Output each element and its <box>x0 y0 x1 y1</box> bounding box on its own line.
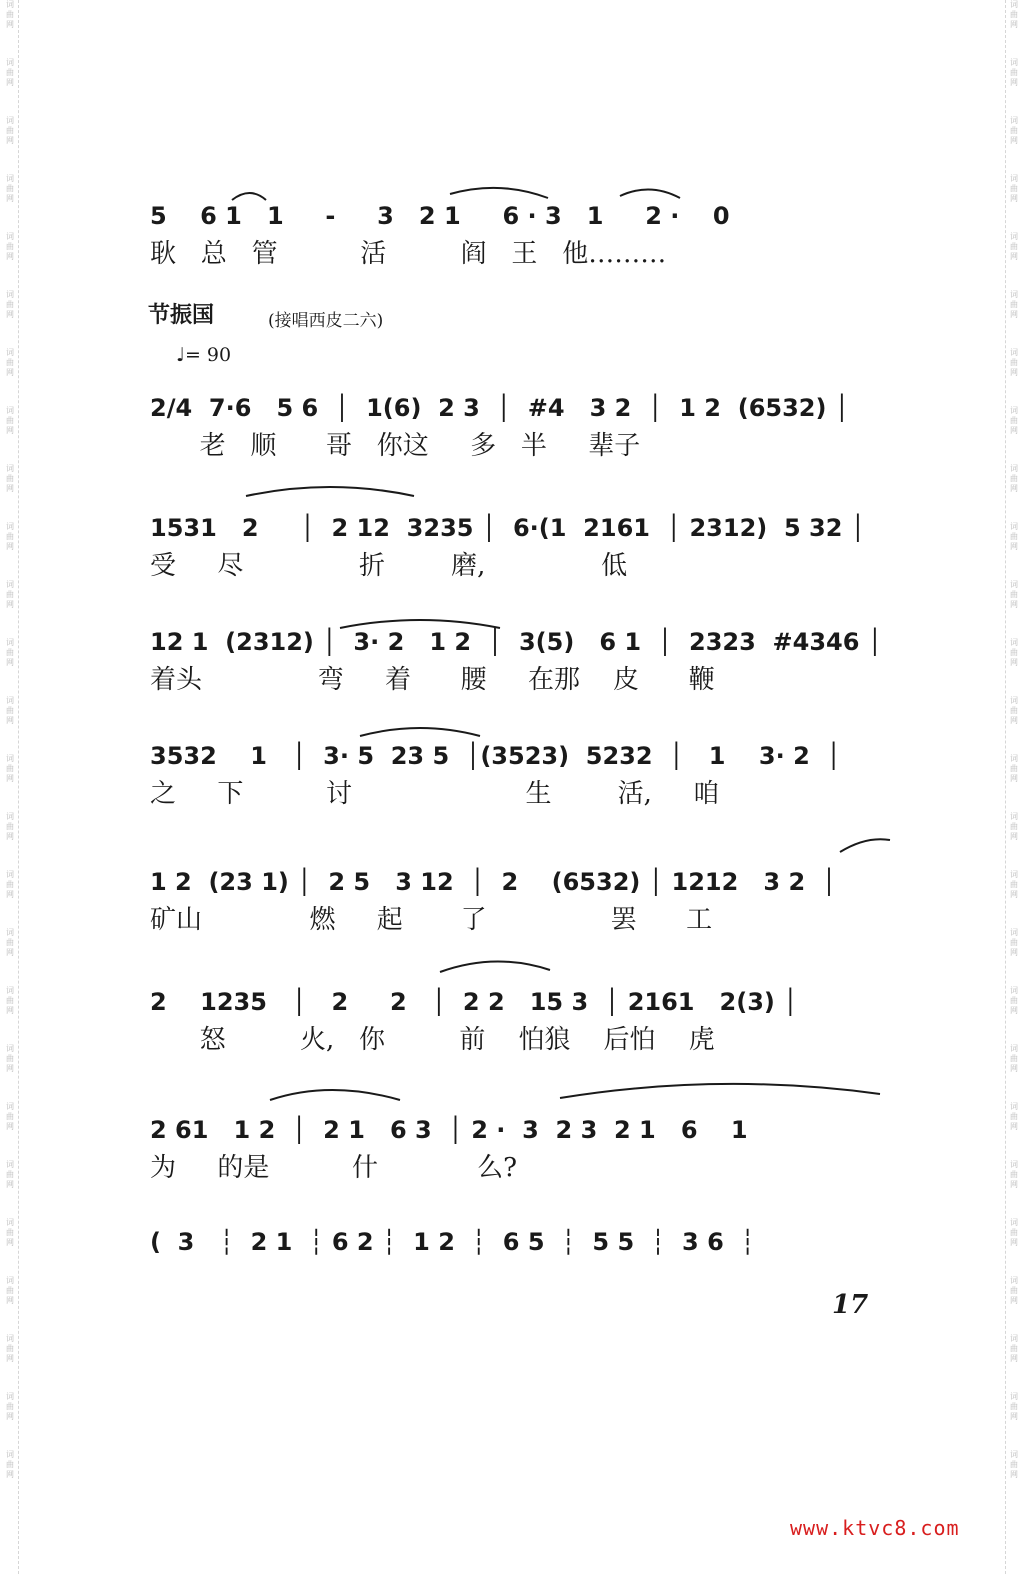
section-note: (接唱西皮二六) <box>268 311 384 331</box>
side-watermark-mark: 词曲网 <box>6 1276 14 1305</box>
slur-mark <box>246 487 414 496</box>
slur-mark <box>620 189 680 198</box>
site-watermark: www.ktvc8.com <box>790 1516 960 1540</box>
notation-line: ( 3 ┆ 2 1 ┆ 6 2 ┆ 1 2 ┆ 6 5 ┆ 5 5 ┆ 3 6 ┆ <box>150 1228 755 1256</box>
side-watermark-mark: 词曲网 <box>6 1102 14 1131</box>
side-watermark-mark: 词曲网 <box>6 464 14 493</box>
lyrics-line: 为 的是 什 么? <box>150 1153 518 1183</box>
side-watermark-mark: 词曲网 <box>1010 1392 1018 1421</box>
side-watermark-mark: 词曲网 <box>6 1218 14 1247</box>
side-watermark-mark: 词曲网 <box>1010 290 1018 319</box>
side-watermark-mark: 词曲网 <box>1010 464 1018 493</box>
side-watermark-mark: 词曲网 <box>6 290 14 319</box>
side-watermark-mark: 词曲网 <box>6 754 14 783</box>
section-title: 节振国 <box>148 302 215 328</box>
score-line-1 <box>150 198 890 274</box>
lyrics-line: 怒 火, 你 前 怕狼 后怕 虎 <box>150 1025 715 1055</box>
side-watermark-mark: 词曲网 <box>1010 928 1018 957</box>
side-watermark-mark: 词曲网 <box>1010 58 1018 87</box>
side-watermark-mark: 词曲网 <box>1010 348 1018 377</box>
notation-line: 12 1 (2312) │ 3· 2 1 2 │ 3(5) 6 1 │ 2323 #4346 │ <box>150 628 883 656</box>
side-watermark-mark: 词曲网 <box>6 580 14 609</box>
side-watermark-mark: 词曲网 <box>1010 522 1018 551</box>
side-watermark-mark: 词曲网 <box>1010 1450 1018 1479</box>
side-watermark-mark: 词曲网 <box>1010 754 1018 783</box>
side-watermark-mark: 词曲网 <box>6 522 14 551</box>
notation-line: 1531 2 │ 2 12 3235 │ 6·(1 2161 │ 2312) 5 32 │ <box>150 514 866 542</box>
side-watermark-mark: 词曲网 <box>1010 986 1018 1015</box>
slur-mark <box>440 961 550 972</box>
right-watermark-strip <box>1005 0 1022 1574</box>
score-line-5 <box>150 738 890 814</box>
slur-mark <box>560 1084 880 1098</box>
side-watermark-mark: 词曲网 <box>6 638 14 667</box>
side-watermark-mark: 词曲网 <box>6 174 14 203</box>
side-watermark-mark: 词曲网 <box>1010 870 1018 899</box>
notation-line: 2 61 1 2 │ 2 1 6 3 │ 2 · 3 2 3 2 1 6 1 <box>150 1116 748 1144</box>
side-watermark-mark: 词曲网 <box>1010 812 1018 841</box>
side-watermark-mark: 词曲网 <box>1010 406 1018 435</box>
lyrics-line: 耿 总 管 活 阎 王 他……… <box>150 239 667 269</box>
side-watermark-mark: 词曲网 <box>1010 232 1018 261</box>
notation-line: 3532 1 │ 3· 5 23 5 │(3523) 5232 │ 1 3· 2 │ <box>150 742 841 770</box>
score-line-2 <box>150 390 890 466</box>
side-watermark-mark: 词曲网 <box>1010 1160 1018 1189</box>
score-line-8 <box>150 1112 890 1188</box>
notation-line: 2 1235 │ 2 2 │ 2 2 15 3 │ 2161 2(3) │ <box>150 988 798 1016</box>
side-watermark-mark: 词曲网 <box>1010 638 1018 667</box>
slur-mark <box>270 1090 400 1100</box>
side-watermark-mark: 词曲网 <box>6 232 14 261</box>
side-watermark-mark: 词曲网 <box>6 696 14 725</box>
side-watermark-mark: 词曲网 <box>6 928 14 957</box>
side-watermark-mark: 词曲网 <box>6 812 14 841</box>
slur-mark <box>360 728 480 736</box>
side-watermark-mark: 词曲网 <box>1010 696 1018 725</box>
score-line-3 <box>150 510 890 586</box>
side-watermark-mark: 词曲网 <box>6 406 14 435</box>
side-watermark-mark: 词曲网 <box>1010 1334 1018 1363</box>
side-watermark-mark: 词曲网 <box>1010 1102 1018 1131</box>
score-line-7 <box>150 984 890 1060</box>
lyrics-line: 矿山 燃 起 了 罢 工 <box>150 905 713 935</box>
slur-mark <box>840 839 890 852</box>
side-watermark-mark: 词曲网 <box>1010 1218 1018 1247</box>
lyrics-line: 之 下 讨 生 活, 咱 <box>150 779 720 809</box>
side-watermark-mark: 词曲网 <box>1010 0 1018 29</box>
side-watermark-mark: 词曲网 <box>1010 116 1018 145</box>
side-watermark-mark: 词曲网 <box>6 870 14 899</box>
lyrics-line: 老 顺 哥 你这 多 半 辈子 <box>150 431 641 461</box>
side-watermark-mark: 词曲网 <box>1010 1276 1018 1305</box>
score-line-4 <box>150 624 890 700</box>
side-watermark-mark: 词曲网 <box>1010 1044 1018 1073</box>
left-watermark-strip <box>2 0 19 1574</box>
lyrics-line: 着头 弯 着 腰 在那 皮 鞭 <box>150 665 715 695</box>
side-watermark-mark: 词曲网 <box>6 1334 14 1363</box>
lyrics-line: 受 尽 折 磨, 低 <box>150 551 628 581</box>
slur-mark <box>450 188 548 198</box>
side-watermark-mark: 词曲网 <box>6 0 14 29</box>
side-watermark-mark: 词曲网 <box>1010 580 1018 609</box>
score-line-9 <box>150 1224 890 1260</box>
side-watermark-mark: 词曲网 <box>6 348 14 377</box>
side-watermark-mark: 词曲网 <box>6 1044 14 1073</box>
side-watermark-mark: 词曲网 <box>1010 174 1018 203</box>
side-watermark-mark: 词曲网 <box>6 1392 14 1421</box>
side-watermark-mark: 词曲网 <box>6 116 14 145</box>
side-watermark-mark: 词曲网 <box>6 1450 14 1479</box>
score-line-6 <box>150 864 890 940</box>
side-watermark-mark: 词曲网 <box>6 1160 14 1189</box>
notation-line: 1 2 (23 1) │ 2 5 3 12 │ 2 (6532) │ 1212 3 2 │ <box>150 868 837 896</box>
notation-line: 5 6 1 1 - 3 2 1 6 · 3 1 2 · 0 <box>150 202 730 230</box>
side-watermark-mark: 词曲网 <box>6 986 14 1015</box>
page-number: 17 <box>832 1290 869 1320</box>
side-watermark-mark: 词曲网 <box>6 58 14 87</box>
tempo-marking: ♩= 90 <box>176 344 232 366</box>
notation-line: 2/4 7·6 5 6 │ 1(6) 2 3 │ #4 3 2 │ 1 2 (6532) │ <box>150 394 850 422</box>
